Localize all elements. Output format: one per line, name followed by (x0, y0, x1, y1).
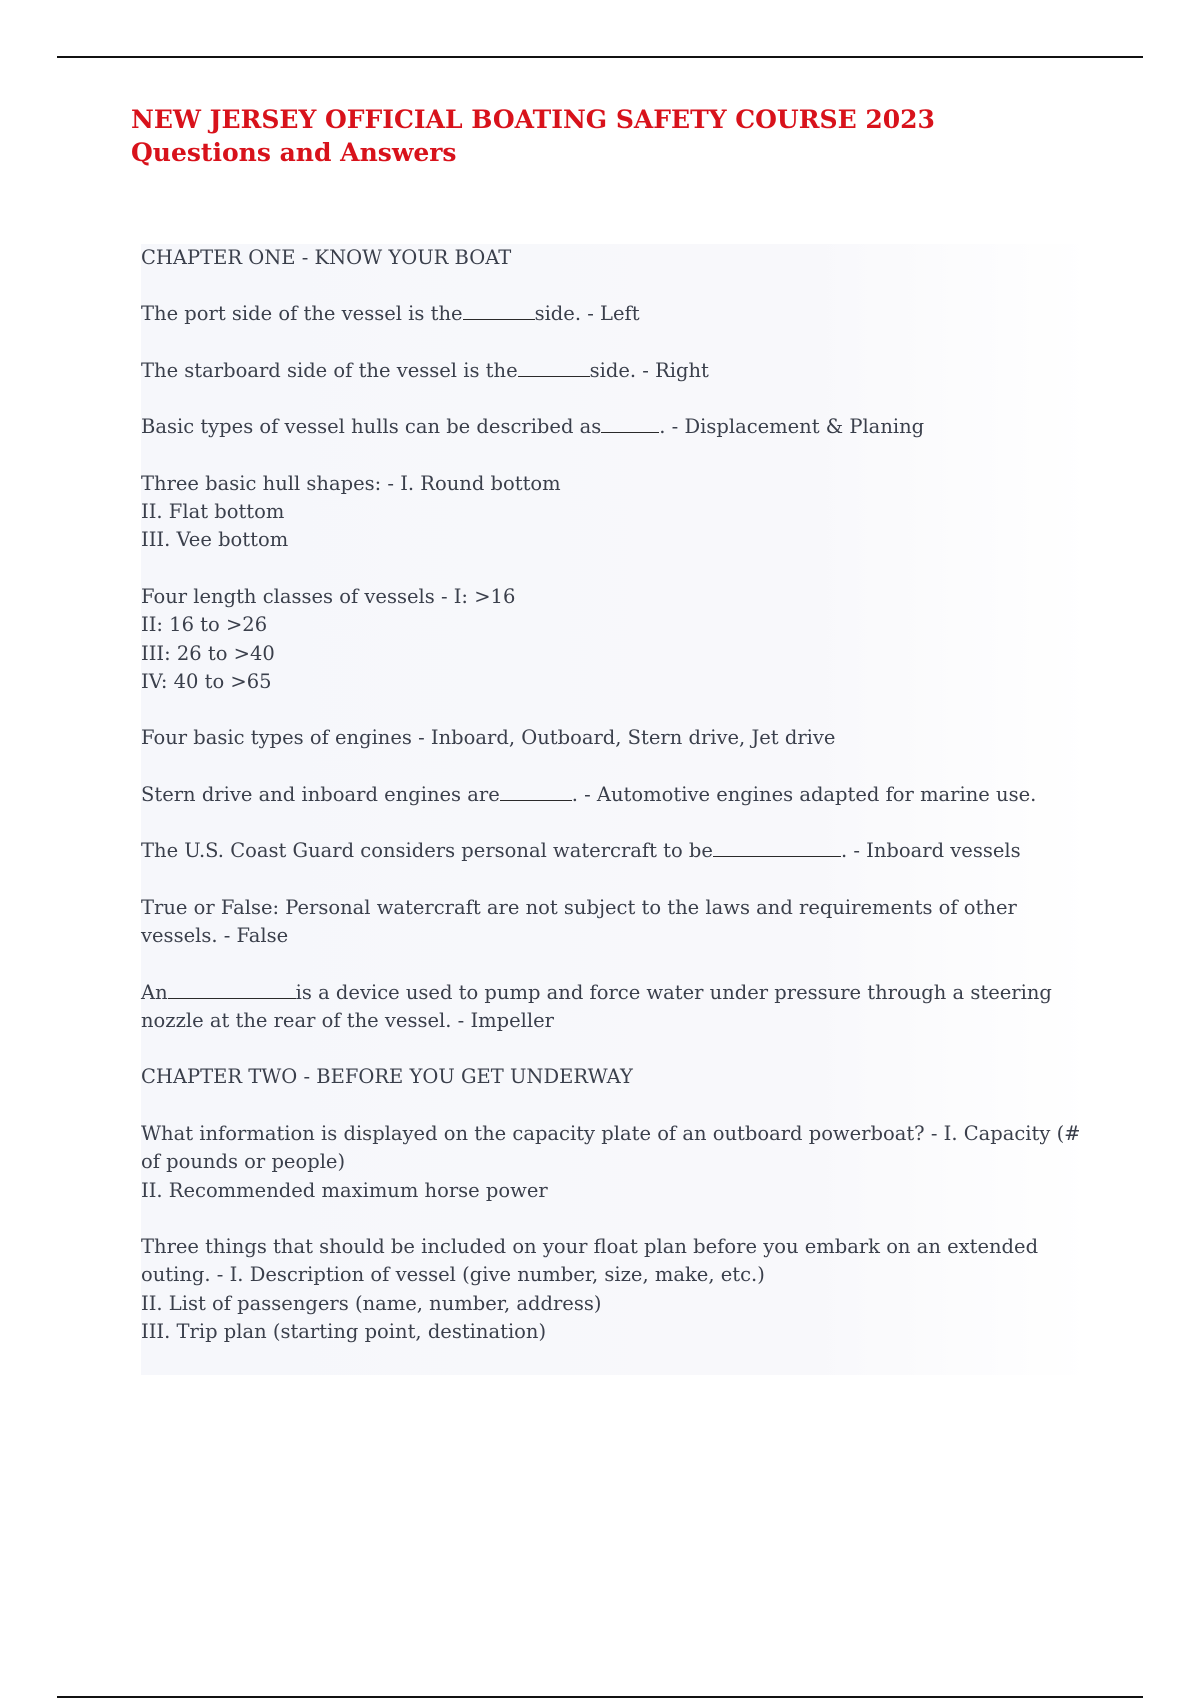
question-hull-types (141, 413, 1091, 441)
answer-blank (463, 301, 535, 320)
question-text: Stern drive and inboard engines are (141, 782, 500, 806)
question-text: The port side of the vessel is the (141, 302, 463, 326)
question-port-side (141, 300, 1091, 328)
question-personal-watercraft (141, 837, 1091, 865)
question-line: What information is displayed on the capacity plate of an outboard powerboat? - I. Capacity (# of pounds or people) (141, 1121, 1081, 1174)
question-capacity-plate (141, 1120, 1091, 1205)
question-length-classes (141, 583, 1091, 697)
question-line: Four length classes of vessels - I: >16 (141, 584, 516, 608)
top-rule (57, 56, 1143, 58)
document-body (141, 244, 1091, 1375)
question-answer: . - Automotive engines adapted for marine use. (571, 782, 1037, 806)
answer-line: II. Recommended maximum horse power (141, 1178, 548, 1202)
bottom-rule (57, 1696, 1143, 1698)
answer-line: II. List of passengers (name, number, address) (141, 1291, 602, 1315)
question-engine-types: Four basic types of engines - Inboard, Outboard, Stern drive, Jet drive (141, 726, 836, 750)
chapter-one-heading: CHAPTER ONE - KNOW YOUR BOAT (141, 246, 512, 269)
question-float-plan (141, 1233, 1091, 1347)
question-text: The starboard side of the vessel is the (141, 358, 518, 382)
answer-blank (713, 838, 841, 857)
answer-blank (500, 782, 572, 801)
answer-blank (168, 980, 296, 999)
answer-line: III. Trip plan (starting point, destination) (141, 1320, 547, 1344)
question-line: Three basic hull shapes: - I. Round bottom (141, 471, 561, 495)
question-answer: side. - Left (534, 302, 640, 326)
question-text: The U.S. Coast Guard considers personal watercraft to be (141, 839, 713, 863)
answer-line: III: 26 to >40 (141, 641, 275, 665)
question-answer: . - Displacement & Planing (659, 415, 925, 439)
question-text: An (141, 980, 168, 1004)
question-starboard-side (141, 357, 1091, 385)
question-answer: is a device used to pump and force water under pressure through a steering nozzle at the rear of the vessel. - Impeller (141, 980, 1052, 1032)
answer-line: II. Flat bottom (141, 500, 285, 524)
document-title: NEW JERSEY OFFICIAL BOATING SAFETY COURSE 2023 Questions and Answers (131, 105, 935, 167)
answer-blank (518, 358, 590, 377)
question-true-false: True or False: Personal watercraft are not subject to the laws and requirements of other vessels. - False (141, 895, 1017, 948)
question-impeller (141, 979, 1091, 1036)
question-answer: side. - Right (589, 358, 709, 382)
question-answer: . - Inboard vessels (840, 839, 1021, 863)
answer-line: IV: 40 to >65 (141, 670, 272, 694)
answer-line: III. Vee bottom (141, 528, 289, 552)
question-text: Basic types of vessel hulls can be described as (141, 415, 602, 439)
question-stern-drive (141, 781, 1091, 809)
question-line: Three things that should be included on your float plan before you embark on an extended outing. - I. Description of vessel (give number, size, make, etc.) (141, 1234, 1039, 1287)
question-hull-shapes (141, 470, 1091, 555)
answer-blank (601, 414, 659, 433)
answer-line: II: 16 to >26 (141, 613, 268, 637)
chapter-two-heading: CHAPTER TWO - BEFORE YOU GET UNDERWAY (141, 1065, 633, 1089)
